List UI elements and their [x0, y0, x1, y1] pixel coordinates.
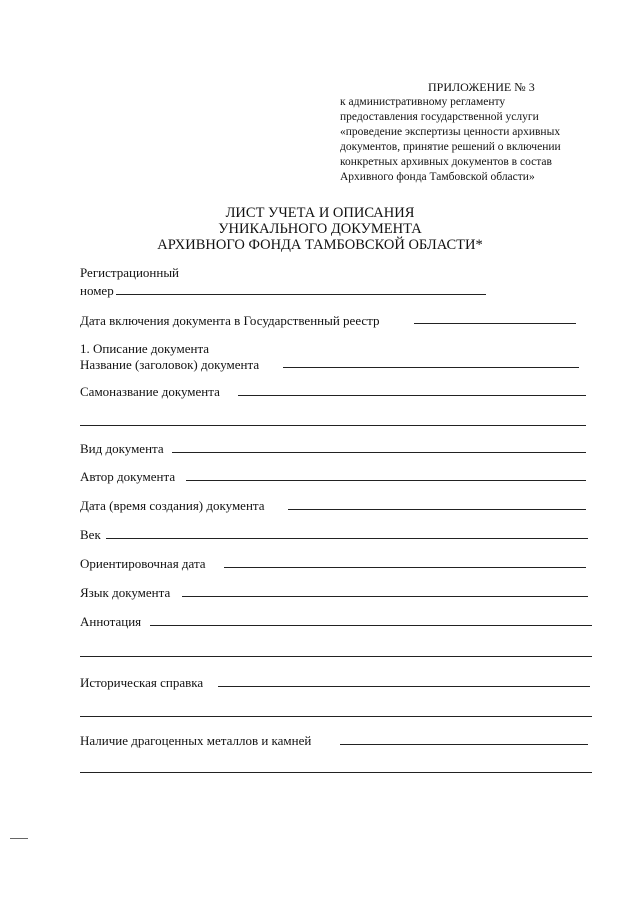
appendix-line-5: конкретных архивных документов в состав [340, 156, 552, 168]
appendix-line-3: «проведение экспертизы ценности архивных [340, 126, 561, 138]
title-line-1: ЛИСТ УЧЕТА И ОПИСАНИЯ [225, 205, 415, 221]
century-line[interactable] [106, 538, 588, 539]
title-line-3: АРХИВНОГО ФОНДА ТАМБОВСКОЙ ОБЛАСТИ* [157, 237, 483, 253]
appendix-line-1: к административному регламенту [340, 96, 506, 108]
inclusion-date-line[interactable] [414, 323, 576, 324]
field-history-label: Историческая справка [80, 675, 204, 690]
author-line[interactable] [186, 480, 586, 481]
field-annotation-label: Аннотация [80, 614, 142, 629]
reg-number-line[interactable] [116, 294, 486, 295]
field-inclusion-date-label: Дата включения документа в Государственный реестр [80, 313, 380, 328]
title-line-2: УНИКАЛЬНОГО ДОКУМЕНТА [218, 221, 422, 237]
document-title [0, 205, 640, 253]
name-line[interactable] [283, 367, 579, 368]
appendix-line-4: документов, принятие решений о включении [340, 141, 561, 153]
history-line[interactable] [218, 686, 590, 687]
history-line-2[interactable] [80, 716, 592, 717]
self-name-line[interactable] [238, 395, 586, 396]
field-century-label: Век [80, 527, 101, 542]
metals-line[interactable] [340, 744, 588, 745]
creation-date-line[interactable] [288, 509, 586, 510]
field-language-label: Язык документа [80, 585, 171, 600]
metals-line-2[interactable] [80, 772, 592, 773]
field-name-label: Название (заголовок) документа [80, 357, 260, 372]
scan-artifact-mark [10, 838, 28, 839]
field-reg-label-2: номер [80, 283, 114, 298]
field-approx-date-label: Ориентировочная дата [80, 556, 206, 571]
field-creation-date-label: Дата (время создания) документа [80, 498, 265, 513]
appendix-line-2: предоставления государственной услуги [340, 111, 539, 123]
field-self-name-label: Самоназвание документа [80, 384, 220, 399]
field-author-label: Автор документа [80, 469, 176, 484]
annotation-line[interactable] [150, 625, 592, 626]
annotation-line-2[interactable] [80, 656, 592, 657]
field-type-label: Вид документа [80, 441, 164, 456]
appendix-line-6: Архивного фонда Тамбовской области» [340, 171, 535, 183]
appendix-block [340, 80, 600, 185]
type-line[interactable] [172, 452, 586, 453]
section-1-heading: 1. Описание документа [80, 341, 210, 356]
language-line[interactable] [182, 596, 588, 597]
self-name-line-2[interactable] [80, 425, 586, 426]
field-reg-label-1: Регистрационный [80, 265, 180, 280]
approx-date-line[interactable] [224, 567, 586, 568]
appendix-title: ПРИЛОЖЕНИЕ № 3 [428, 80, 535, 94]
field-metals-label: Наличие драгоценных металлов и камней [80, 733, 312, 748]
